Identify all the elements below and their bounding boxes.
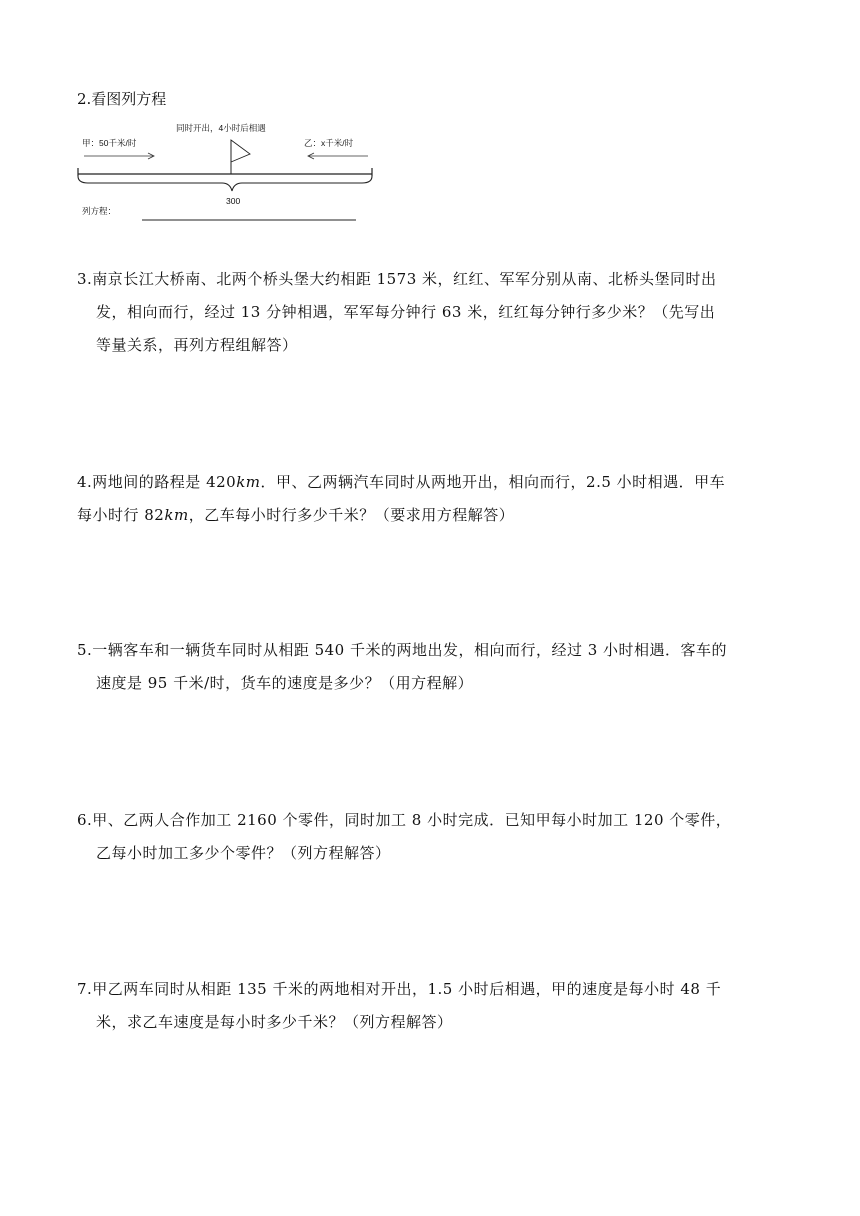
diagram-top-label: 同时开出，4小时后相遇 [176, 123, 266, 133]
meeting-diagram [76, 118, 376, 226]
question-2-title: 2.看图列方程 [77, 90, 167, 108]
question-7 [77, 973, 783, 1039]
question-3 [77, 263, 783, 362]
question-7-line-1: 7.甲乙两车同时从相距 135 千米的两地相对开出，1.5 小时后相遇，甲的速度是每小时 48 千 [77, 980, 722, 998]
question-4-line-1-end: ．甲、乙两辆汽车同时从两地开出，相向而行，2.5 小时相遇．甲车 [260, 473, 726, 491]
question-3-line-3: 等量关系，再列方程组解答） [96, 336, 298, 354]
question-4-line-2-start: 每小时行 82 [77, 506, 165, 524]
equation-label: 列方程： [82, 206, 117, 216]
diagram-left-label: 甲：50千米/时 [82, 138, 137, 148]
question-3-line-1: 3.南京长江大桥南、北两个桥头堡大约相距 1573 米，红红、军军分别从南、北桥头堡同时出 [77, 270, 717, 288]
question-6-line-2: 乙每小时加工多少个零件？（列方程解答） [96, 844, 391, 862]
right-arrow-icon [84, 153, 154, 159]
question-5-line-1: 5.一辆客车和一辆货车同时从相距 540 千米的两地出发，相向而行，经过 3 小时相遇．客车的 [77, 641, 728, 659]
question-6 [77, 804, 783, 870]
question-4 [77, 466, 783, 532]
diagram-distance-label: 300 [226, 196, 241, 206]
question-4-line-1 [77, 466, 783, 499]
question-5-line-2: 速度是 95 千米/时，货车的速度是多少？（用方程解） [96, 674, 474, 692]
question-4-line-1-start: 4.两地间的路程是 420 [77, 473, 237, 491]
unit-km: km [236, 473, 261, 491]
question-4-line-2-end: ，乙车每小时行多少千米？（要求用方程解答） [188, 506, 515, 524]
question-4-line-2 [77, 499, 783, 532]
road-line [78, 168, 372, 176]
question-6-line-1: 6.甲、乙两人合作加工 2160 个零件，同时加工 8 小时完成．已知甲每小时加工 120 个零件， [77, 811, 732, 829]
distance-brace [78, 176, 372, 191]
left-arrow-icon [308, 153, 368, 159]
flag-icon [231, 140, 250, 174]
unit-km: km [164, 506, 189, 524]
question-5 [77, 634, 783, 700]
diagram-right-label: 乙：x千米/时 [304, 138, 354, 148]
question-3-line-2: 发，相向而行，经过 13 分钟相遇，军军每分钟行 63 米，红红每分钟行多少米？（先写出 [96, 303, 716, 321]
question-7-line-2: 米，求乙车速度是每小时多少千米？（列方程解答） [96, 1013, 453, 1031]
